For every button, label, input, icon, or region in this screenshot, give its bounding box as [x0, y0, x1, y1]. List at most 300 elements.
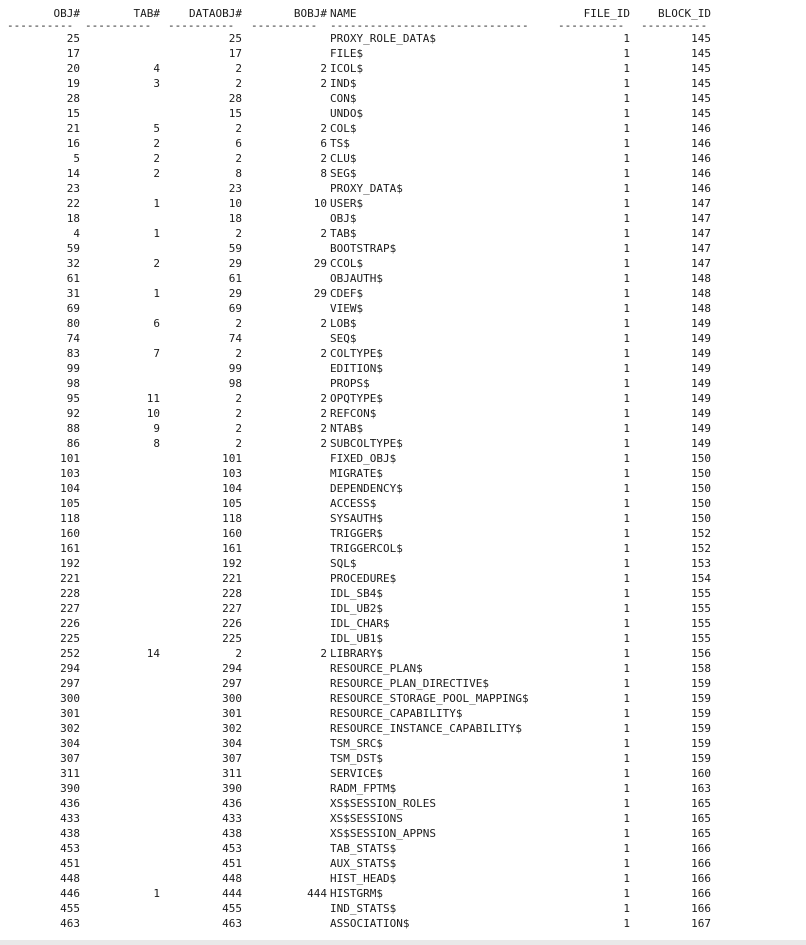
cell-block-id: 159: [691, 722, 711, 735]
cell-name: REFCON$: [330, 407, 377, 420]
cell-file-id: 1: [623, 527, 630, 540]
cell-block-id: 160: [691, 767, 711, 780]
cell-obj: 453: [60, 842, 80, 855]
cell-dataobj: 2: [235, 347, 242, 360]
table-row: [0, 586, 806, 601]
cell-name: COLTYPE$: [330, 347, 383, 360]
cell-name: IND$: [330, 77, 357, 90]
cell-block-id: 145: [691, 92, 711, 105]
table-row: [0, 661, 806, 676]
table-row: [0, 301, 806, 316]
table-row: [0, 361, 806, 376]
cell-dataobj: 69: [228, 302, 242, 315]
table-row: [0, 901, 806, 916]
cell-dataobj: 161: [222, 542, 242, 555]
cell-dataobj: 2: [235, 317, 242, 330]
cell-file-id: 1: [623, 917, 630, 930]
table-row: [0, 391, 806, 406]
cell-name: HISTGRM$: [330, 887, 383, 900]
cell-obj: 74: [66, 332, 80, 345]
cell-dataobj: 438: [222, 827, 242, 840]
cell-block-id: 147: [691, 257, 711, 270]
cell-obj: 17: [66, 47, 80, 60]
cell-block-id: 149: [691, 362, 711, 375]
cell-tab: 8: [153, 437, 160, 450]
cell-tab: 2: [153, 137, 160, 150]
header-dataobj: DATAOBJ#: [189, 7, 242, 20]
cell-obj: 31: [66, 287, 80, 300]
cell-dataobj: 311: [222, 767, 242, 780]
cell-name: OBJAUTH$: [330, 272, 383, 285]
cell-block-id: 155: [691, 602, 711, 615]
cell-obj: 225: [60, 632, 80, 645]
cell-name: OBJ$: [330, 212, 357, 225]
cell-block-id: 146: [691, 167, 711, 180]
cell-name: BOOTSTRAP$: [330, 242, 397, 255]
table-row: [0, 616, 806, 631]
cell-block-id: 150: [691, 452, 711, 465]
cell-block-id: 146: [691, 182, 711, 195]
cell-tab: 1: [153, 887, 160, 900]
cell-block-id: 145: [691, 77, 711, 90]
cell-file-id: 1: [623, 512, 630, 525]
cell-file-id: 1: [623, 692, 630, 705]
cell-dataobj: 307: [222, 752, 242, 765]
cell-name: NTAB$: [330, 422, 364, 435]
cell-name: TSM_SRC$: [330, 737, 383, 750]
cell-block-id: 147: [691, 197, 711, 210]
cell-obj: 104: [60, 482, 80, 495]
cell-block-id: 149: [691, 317, 711, 330]
cell-block-id: 159: [691, 677, 711, 690]
table-row: [0, 421, 806, 436]
cell-name: CLU$: [330, 152, 357, 165]
cell-tab: 1: [153, 197, 160, 210]
cell-block-id: 145: [691, 32, 711, 45]
cell-obj: 98: [66, 377, 80, 390]
cell-block-id: 166: [691, 887, 711, 900]
cell-obj: 92: [66, 407, 80, 420]
table-row: [0, 346, 806, 361]
cell-block-id: 149: [691, 422, 711, 435]
cell-dataobj: 304: [222, 737, 242, 750]
cell-file-id: 1: [623, 632, 630, 645]
cell-dataobj: 228: [222, 587, 242, 600]
cell-file-id: 1: [623, 587, 630, 600]
cell-name: XS$SESSION_APPNS: [330, 827, 436, 840]
table-row: [0, 781, 806, 796]
table-row: [0, 526, 806, 541]
cell-name: TAB_STATS$: [330, 842, 397, 855]
cell-dataobj: 297: [222, 677, 242, 690]
cell-bobj: 6: [320, 137, 327, 150]
cell-file-id: 1: [623, 257, 630, 270]
separator-file-id: ----------: [558, 19, 625, 32]
cell-tab: 10: [146, 407, 160, 420]
cell-file-id: 1: [623, 887, 630, 900]
table-row: [0, 466, 806, 481]
cell-block-id: 148: [691, 287, 711, 300]
cell-name: UNDO$: [330, 107, 364, 120]
cell-obj: 88: [66, 422, 80, 435]
table-row: [0, 316, 806, 331]
cell-block-id: 148: [691, 302, 711, 315]
cell-block-id: 159: [691, 737, 711, 750]
cell-dataobj: 103: [222, 467, 242, 480]
table-row: [0, 256, 806, 271]
table-row: [0, 571, 806, 586]
cell-file-id: 1: [623, 137, 630, 150]
cell-dataobj: 6: [235, 137, 242, 150]
cell-bobj: 2: [320, 227, 327, 240]
cell-tab: 5: [153, 122, 160, 135]
cell-dataobj: 2: [235, 152, 242, 165]
cell-dataobj: 23: [228, 182, 242, 195]
cell-name: PROPS$: [330, 377, 370, 390]
cell-name: LIBRARY$: [330, 647, 383, 660]
cell-bobj: 2: [320, 422, 327, 435]
table-row: [0, 226, 806, 241]
table-row: [0, 541, 806, 556]
cell-block-id: 146: [691, 137, 711, 150]
cell-obj: 252: [60, 647, 80, 660]
cell-block-id: 150: [691, 467, 711, 480]
cell-file-id: 1: [623, 47, 630, 60]
table-row: [0, 406, 806, 421]
cell-file-id: 1: [623, 812, 630, 825]
cell-obj: 32: [66, 257, 80, 270]
cell-name: XS$SESSION_ROLES: [330, 797, 436, 810]
table-row: [0, 631, 806, 646]
table-row: [0, 871, 806, 886]
cell-file-id: 1: [623, 797, 630, 810]
cell-block-id: 165: [691, 812, 711, 825]
cell-file-id: 1: [623, 227, 630, 240]
cell-file-id: 1: [623, 647, 630, 660]
table-row: [0, 436, 806, 451]
cell-file-id: 1: [623, 842, 630, 855]
cell-dataobj: 2: [235, 62, 242, 75]
cell-obj: 59: [66, 242, 80, 255]
cell-dataobj: 463: [222, 917, 242, 930]
cell-dataobj: 160: [222, 527, 242, 540]
cell-dataobj: 300: [222, 692, 242, 705]
cell-file-id: 1: [623, 317, 630, 330]
cell-block-id: 159: [691, 752, 711, 765]
cell-obj: 23: [66, 182, 80, 195]
cell-file-id: 1: [623, 77, 630, 90]
cell-block-id: 166: [691, 842, 711, 855]
table-row: [0, 796, 806, 811]
cell-name: RESOURCE_CAPABILITY$: [330, 707, 463, 720]
cell-file-id: 1: [623, 752, 630, 765]
cell-block-id: 165: [691, 827, 711, 840]
cell-name: DEPENDENCY$: [330, 482, 403, 495]
cell-block-id: 149: [691, 437, 711, 450]
cell-tab: 9: [153, 422, 160, 435]
cell-name: SYSAUTH$: [330, 512, 383, 525]
cell-obj: 25: [66, 32, 80, 45]
cell-tab: 3: [153, 77, 160, 90]
cell-obj: 28: [66, 92, 80, 105]
cell-dataobj: 436: [222, 797, 242, 810]
cell-obj: 14: [66, 167, 80, 180]
cell-file-id: 1: [623, 302, 630, 315]
cell-dataobj: 444: [222, 887, 242, 900]
cell-obj: 20: [66, 62, 80, 75]
cell-file-id: 1: [623, 542, 630, 555]
cell-block-id: 154: [691, 572, 711, 585]
cell-name: CDEF$: [330, 287, 364, 300]
table-row: [0, 601, 806, 616]
cell-obj: 118: [60, 512, 80, 525]
cell-name: SEG$: [330, 167, 357, 180]
cell-block-id: 147: [691, 212, 711, 225]
cell-dataobj: 74: [228, 332, 242, 345]
cell-tab: 2: [153, 167, 160, 180]
table-row: [0, 106, 806, 121]
cell-file-id: 1: [623, 107, 630, 120]
cell-block-id: 167: [691, 917, 711, 930]
cell-file-id: 1: [623, 452, 630, 465]
cell-dataobj: 61: [228, 272, 242, 285]
cell-name: SUBCOLTYPE$: [330, 437, 403, 450]
cell-dataobj: 118: [222, 512, 242, 525]
cell-name: HIST_HEAD$: [330, 872, 397, 885]
cell-name: AUX_STATS$: [330, 857, 397, 870]
cell-file-id: 1: [623, 482, 630, 495]
table-row: [0, 241, 806, 256]
cell-file-id: 1: [623, 557, 630, 570]
table-row: [0, 271, 806, 286]
cell-tab: 4: [153, 62, 160, 75]
cell-block-id: 155: [691, 617, 711, 630]
table-row: [0, 481, 806, 496]
cell-dataobj: 302: [222, 722, 242, 735]
cell-name: RESOURCE_PLAN_DIRECTIVE$: [330, 677, 489, 690]
bottom-edge-strip: [0, 940, 806, 945]
cell-obj: 69: [66, 302, 80, 315]
cell-bobj: 2: [320, 407, 327, 420]
cell-tab: 2: [153, 152, 160, 165]
separator-tab: ----------: [85, 19, 152, 32]
cell-obj: 80: [66, 317, 80, 330]
cell-name: FILE$: [330, 47, 364, 60]
cell-name: COL$: [330, 122, 357, 135]
cell-obj: 307: [60, 752, 80, 765]
cell-file-id: 1: [623, 467, 630, 480]
separator-obj: ----------: [7, 19, 74, 32]
cell-name: RESOURCE_STORAGE_POOL_MAPPING$: [330, 692, 529, 705]
header-name: NAME: [330, 7, 357, 20]
separator-name: ------------------------------: [330, 19, 529, 32]
cell-block-id: 165: [691, 797, 711, 810]
cell-obj: 463: [60, 917, 80, 930]
cell-bobj: 2: [320, 62, 327, 75]
cell-obj: 294: [60, 662, 80, 675]
table-row: [0, 886, 806, 901]
cell-block-id: 149: [691, 407, 711, 420]
table-row: [0, 676, 806, 691]
cell-obj: 446: [60, 887, 80, 900]
table-row: [0, 706, 806, 721]
table-row: [0, 556, 806, 571]
cell-obj: 21: [66, 122, 80, 135]
cell-dataobj: 8: [235, 167, 242, 180]
cell-obj: 15: [66, 107, 80, 120]
table-row: [0, 211, 806, 226]
cell-obj: 433: [60, 812, 80, 825]
cell-dataobj: 29: [228, 257, 242, 270]
cell-obj: 192: [60, 557, 80, 570]
cell-block-id: 166: [691, 857, 711, 870]
cell-file-id: 1: [623, 182, 630, 195]
cell-name: TSM_DST$: [330, 752, 383, 765]
table-row: [0, 811, 806, 826]
cell-dataobj: 225: [222, 632, 242, 645]
cell-name: IDL_UB1$: [330, 632, 383, 645]
cell-name: IDL_SB4$: [330, 587, 383, 600]
cell-dataobj: 10: [228, 197, 242, 210]
cell-file-id: 1: [623, 32, 630, 45]
cell-obj: 297: [60, 677, 80, 690]
cell-block-id: 159: [691, 692, 711, 705]
cell-dataobj: 192: [222, 557, 242, 570]
cell-bobj: 444: [307, 887, 327, 900]
cell-name: EDITION$: [330, 362, 383, 375]
cell-file-id: 1: [623, 662, 630, 675]
cell-dataobj: 2: [235, 647, 242, 660]
cell-block-id: 146: [691, 122, 711, 135]
cell-block-id: 155: [691, 587, 711, 600]
cell-dataobj: 105: [222, 497, 242, 510]
cell-dataobj: 301: [222, 707, 242, 720]
cell-name: ACCESS$: [330, 497, 377, 510]
cell-name: SERVICE$: [330, 767, 383, 780]
table-row: [0, 646, 806, 661]
cell-name: SQL$: [330, 557, 357, 570]
table-row: [0, 376, 806, 391]
cell-name: TS$: [330, 137, 350, 150]
cell-dataobj: 227: [222, 602, 242, 615]
cell-obj: 300: [60, 692, 80, 705]
cell-dataobj: 448: [222, 872, 242, 885]
cell-file-id: 1: [623, 617, 630, 630]
cell-obj: 83: [66, 347, 80, 360]
cell-file-id: 1: [623, 782, 630, 795]
cell-obj: 438: [60, 827, 80, 840]
table-row: [0, 121, 806, 136]
cell-file-id: 1: [623, 332, 630, 345]
cell-name: IDL_CHAR$: [330, 617, 390, 630]
cell-dataobj: 25: [228, 32, 242, 45]
cell-block-id: 148: [691, 272, 711, 285]
table-row: [0, 181, 806, 196]
cell-file-id: 1: [623, 497, 630, 510]
table-row: [0, 826, 806, 841]
table-row: [0, 31, 806, 46]
cell-obj: 304: [60, 737, 80, 750]
cell-bobj: 2: [320, 152, 327, 165]
cell-tab: 1: [153, 287, 160, 300]
cell-file-id: 1: [623, 122, 630, 135]
cell-name: PROCEDURE$: [330, 572, 397, 585]
cell-obj: 226: [60, 617, 80, 630]
cell-file-id: 1: [623, 197, 630, 210]
table-row: [0, 166, 806, 181]
cell-name: ICOL$: [330, 62, 364, 75]
cell-file-id: 1: [623, 287, 630, 300]
cell-obj: 301: [60, 707, 80, 720]
table-row: [0, 136, 806, 151]
table-row: [0, 736, 806, 751]
cell-file-id: 1: [623, 677, 630, 690]
cell-file-id: 1: [623, 767, 630, 780]
cell-name: CCOL$: [330, 257, 364, 270]
cell-file-id: 1: [623, 362, 630, 375]
cell-name: PROXY_DATA$: [330, 182, 403, 195]
cell-file-id: 1: [623, 707, 630, 720]
cell-dataobj: 17: [228, 47, 242, 60]
cell-dataobj: 455: [222, 902, 242, 915]
cell-name: MIGRATE$: [330, 467, 383, 480]
table-row: [0, 856, 806, 871]
cell-obj: 22: [66, 197, 80, 210]
cell-bobj: 2: [320, 347, 327, 360]
cell-obj: 228: [60, 587, 80, 600]
cell-dataobj: 433: [222, 812, 242, 825]
cell-bobj: 29: [313, 287, 327, 300]
cell-block-id: 149: [691, 347, 711, 360]
cell-obj: 160: [60, 527, 80, 540]
cell-block-id: 150: [691, 497, 711, 510]
table-row: [0, 61, 806, 76]
cell-tab: 14: [146, 647, 160, 660]
cell-obj: 302: [60, 722, 80, 735]
cell-block-id: 158: [691, 662, 711, 675]
cell-obj: 390: [60, 782, 80, 795]
cell-block-id: 152: [691, 542, 711, 555]
cell-obj: 16: [66, 137, 80, 150]
cell-block-id: 145: [691, 47, 711, 60]
cell-file-id: 1: [623, 377, 630, 390]
cell-name: IDL_UB2$: [330, 602, 383, 615]
cell-file-id: 1: [623, 857, 630, 870]
cell-tab: 6: [153, 317, 160, 330]
cell-obj: 18: [66, 212, 80, 225]
cell-name: RESOURCE_INSTANCE_CAPABILITY$: [330, 722, 523, 735]
cell-file-id: 1: [623, 872, 630, 885]
cell-dataobj: 2: [235, 227, 242, 240]
cell-obj: 19: [66, 77, 80, 90]
table-row: [0, 691, 806, 706]
cell-obj: 61: [66, 272, 80, 285]
cell-file-id: 1: [623, 167, 630, 180]
cell-block-id: 149: [691, 332, 711, 345]
separator-bobj: ----------: [251, 19, 318, 32]
cell-block-id: 147: [691, 227, 711, 240]
cell-dataobj: 2: [235, 122, 242, 135]
table-row: [0, 451, 806, 466]
cell-name: TAB$: [330, 227, 357, 240]
cell-obj: 227: [60, 602, 80, 615]
cell-block-id: 146: [691, 152, 711, 165]
cell-name: FIXED_OBJ$: [330, 452, 397, 465]
cell-bobj: 8: [320, 167, 327, 180]
cell-block-id: 150: [691, 512, 711, 525]
cell-name: PROXY_ROLE_DATA$: [330, 32, 436, 45]
table-row: [0, 46, 806, 61]
